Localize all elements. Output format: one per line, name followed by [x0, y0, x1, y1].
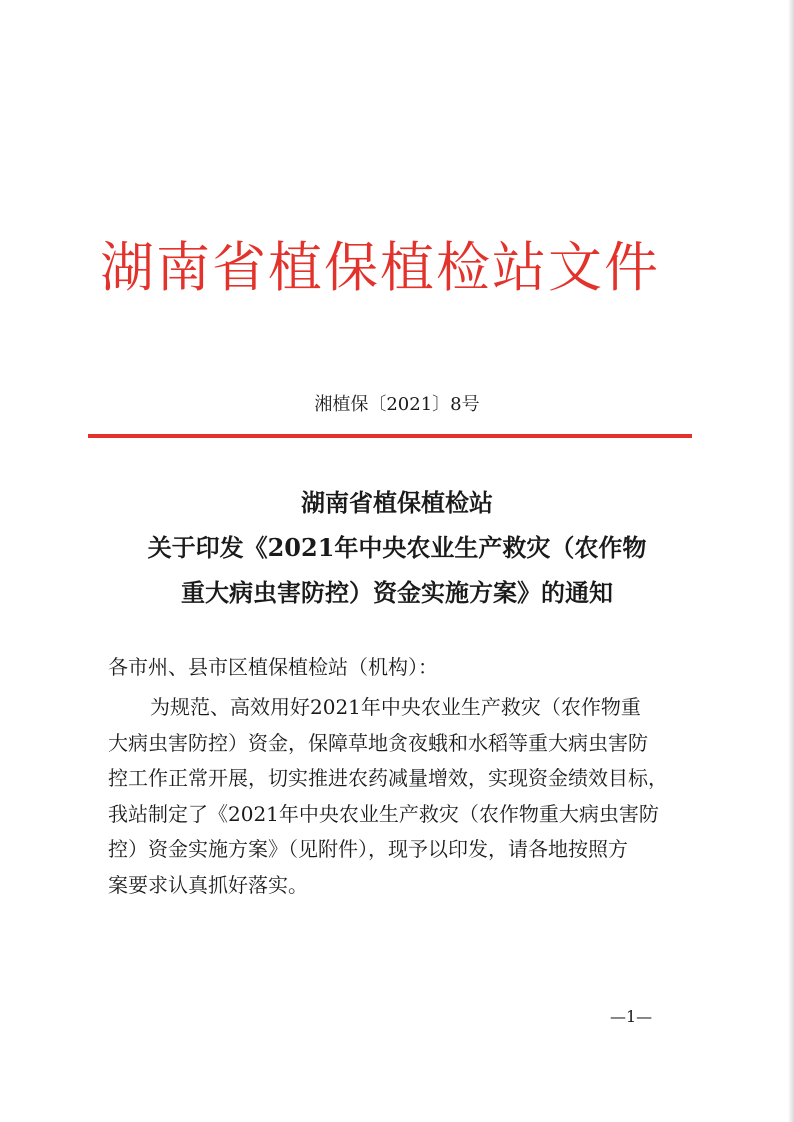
notice-title-line-1: 湖南省植保植检站: [301, 488, 493, 517]
red-separator-line: [88, 434, 692, 438]
body-paragraph: [108, 690, 668, 903]
salutation: 各市州、县市区植保植检站（机构）：: [108, 655, 438, 679]
body-line-2: 大病虫害防控）资金，保障草地贪夜蛾和水稻等重大病虫害防: [108, 730, 648, 755]
body-line-5: 控）资金实施方案》（见附件），现予以印发，请各地按照方: [108, 837, 628, 861]
document-header-title: 湖南省植保植检站文件: [100, 236, 660, 299]
notice-title-line-3: 重大病虫害防控）资金实施方案》的通知: [181, 578, 613, 607]
notice-title: [0, 480, 794, 615]
body-line-3: 控工作正常开展，切实推进农药减量增效，实现资金绩效目标，: [108, 766, 668, 790]
body-line-1: 为规范、高效用好2021年中央农业生产救灾（农作物重: [150, 695, 641, 719]
document-number: 湘植保〔2021〕8号: [314, 394, 480, 415]
notice-title-line-2: 关于印发《2021年中央农业生产救灾（农作物: [147, 533, 647, 562]
page-number: —1—: [610, 1007, 653, 1026]
body-line-4: 我站制定了《2021年中央农业生产救灾（农作物重大病虫害防: [108, 801, 659, 826]
body-line-6: 案要求认真抓好落实。: [108, 872, 308, 897]
